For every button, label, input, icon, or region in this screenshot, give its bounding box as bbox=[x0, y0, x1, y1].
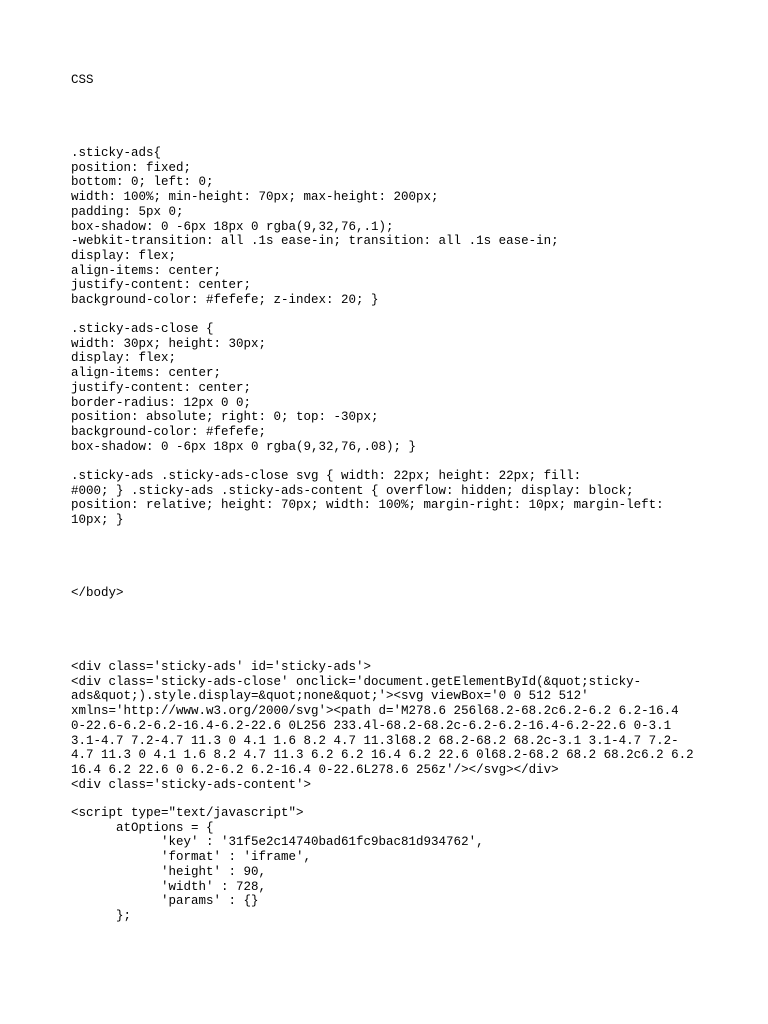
code-line: border-radius: 12px 0 0; bbox=[71, 395, 252, 410]
code-line: <div class='sticky-ads-close' onclick='document.getElementById(&quot;sticky- bbox=[71, 674, 642, 689]
code-line: xmlns='http://www.w3.org/2000/svg'><path d='M278.6 256l68.2-68.2c6.2-6.2 6.2-16.4 bbox=[71, 704, 679, 719]
code-line: display: flex; bbox=[71, 248, 177, 263]
code-line: box-shadow: 0 -6px 18px 0 rgba(9,32,76,.08); } bbox=[71, 439, 417, 454]
code-line: <script type="text/javascript"> bbox=[71, 806, 304, 820]
code-line: 16.4 6.2 22.6 0 6.2-6.2 6.2-16.4 0-22.6L278.6 256z'/></svg></div> bbox=[71, 762, 559, 777]
code-line: bottom: 0; left: 0; bbox=[71, 175, 214, 190]
code-line: align-items: center; bbox=[71, 263, 222, 278]
code-line: 'width' : 728, bbox=[71, 879, 267, 894]
code-line: .sticky-ads-close { bbox=[71, 322, 214, 336]
code-line: 10px; } bbox=[71, 513, 124, 528]
code-line: box-shadow: 0 -6px 18px 0 rgba(9,32,76,.1); bbox=[71, 219, 394, 234]
code-line: align-items: center; bbox=[71, 366, 222, 381]
code-line: ads&quot;).style.display=&quot;none&quot;'><svg viewBox='0 0 512 512' bbox=[71, 689, 589, 704]
css-rule-sticky-ads-svg-content bbox=[71, 469, 664, 528]
code-line: 4.7 11.3 0 4.1 1.6 8.2 4.7 11.3 6.2 6.2 16.4 6.2 22.6 0l68.2-68.2 68.2 68.2c6.2 6.2 bbox=[71, 748, 694, 763]
code-line: position: fixed; bbox=[71, 160, 192, 175]
code-line: justify-content: center; bbox=[71, 380, 252, 395]
section-heading-css: CSS bbox=[71, 73, 94, 87]
code-line: width: 100%; min-height: 70px; max-height: 200px; bbox=[71, 190, 439, 205]
css-rule-sticky-ads bbox=[71, 146, 559, 308]
code-line: 'format' : 'iframe', bbox=[71, 850, 312, 865]
code-line: #000; } .sticky-ads .sticky-ads-content { overflow: hidden; display: block; bbox=[71, 483, 634, 498]
code-line: 0-22.6-6.2-6.2-16.4-6.2-22.6 0L256 233.4l-68.2-68.2c-6.2-6.2-16.4-6.2-22.6 0-3.1 bbox=[71, 718, 672, 733]
script-at-options bbox=[71, 806, 484, 924]
code-line: 'height' : 90, bbox=[71, 864, 267, 879]
code-line: <div class='sticky-ads-content'> bbox=[71, 777, 312, 792]
code-line: }; bbox=[71, 908, 132, 923]
code-line: background-color: #fefefe; z-index: 20; } bbox=[71, 293, 379, 308]
code-line: .sticky-ads{ bbox=[71, 146, 162, 160]
code-line: width: 30px; height: 30px; bbox=[71, 336, 267, 351]
code-line: -webkit-transition: all .1s ease-in; transition: all .1s ease-in; bbox=[71, 234, 559, 249]
code-line: background-color: #fefefe; bbox=[71, 424, 267, 439]
code-line: atOptions = { bbox=[71, 820, 214, 835]
css-rule-sticky-ads-close bbox=[71, 322, 416, 454]
code-line: padding: 5px 0; bbox=[71, 204, 184, 219]
code-line: justify-content: center; bbox=[71, 278, 252, 293]
html-sticky-ads-markup bbox=[71, 660, 694, 792]
code-line: position: relative; height: 70px; width: 100%; margin-right: 10px; margin-left: bbox=[71, 498, 664, 513]
code-line: .sticky-ads .sticky-ads-close svg { width: 22px; height: 22px; fill: bbox=[71, 469, 582, 483]
code-line: <div class='sticky-ads' id='sticky-ads'> bbox=[71, 660, 372, 674]
code-line: position: absolute; right: 0; top: -30px; bbox=[71, 410, 379, 425]
body-close-tag: </body> bbox=[71, 586, 124, 600]
code-line: 3.1-4.7 7.2-4.7 11.3 0 4.1 1.6 8.2 4.7 11.3l68.2 68.2-68.2 68.2c-3.1 3.1-4.7 7.2- bbox=[71, 733, 679, 748]
code-line: display: flex; bbox=[71, 351, 177, 366]
code-line: 'key' : '31f5e2c14740bad61fc9bac81d934762', bbox=[71, 835, 484, 850]
code-line: 'params' : {} bbox=[71, 894, 259, 909]
